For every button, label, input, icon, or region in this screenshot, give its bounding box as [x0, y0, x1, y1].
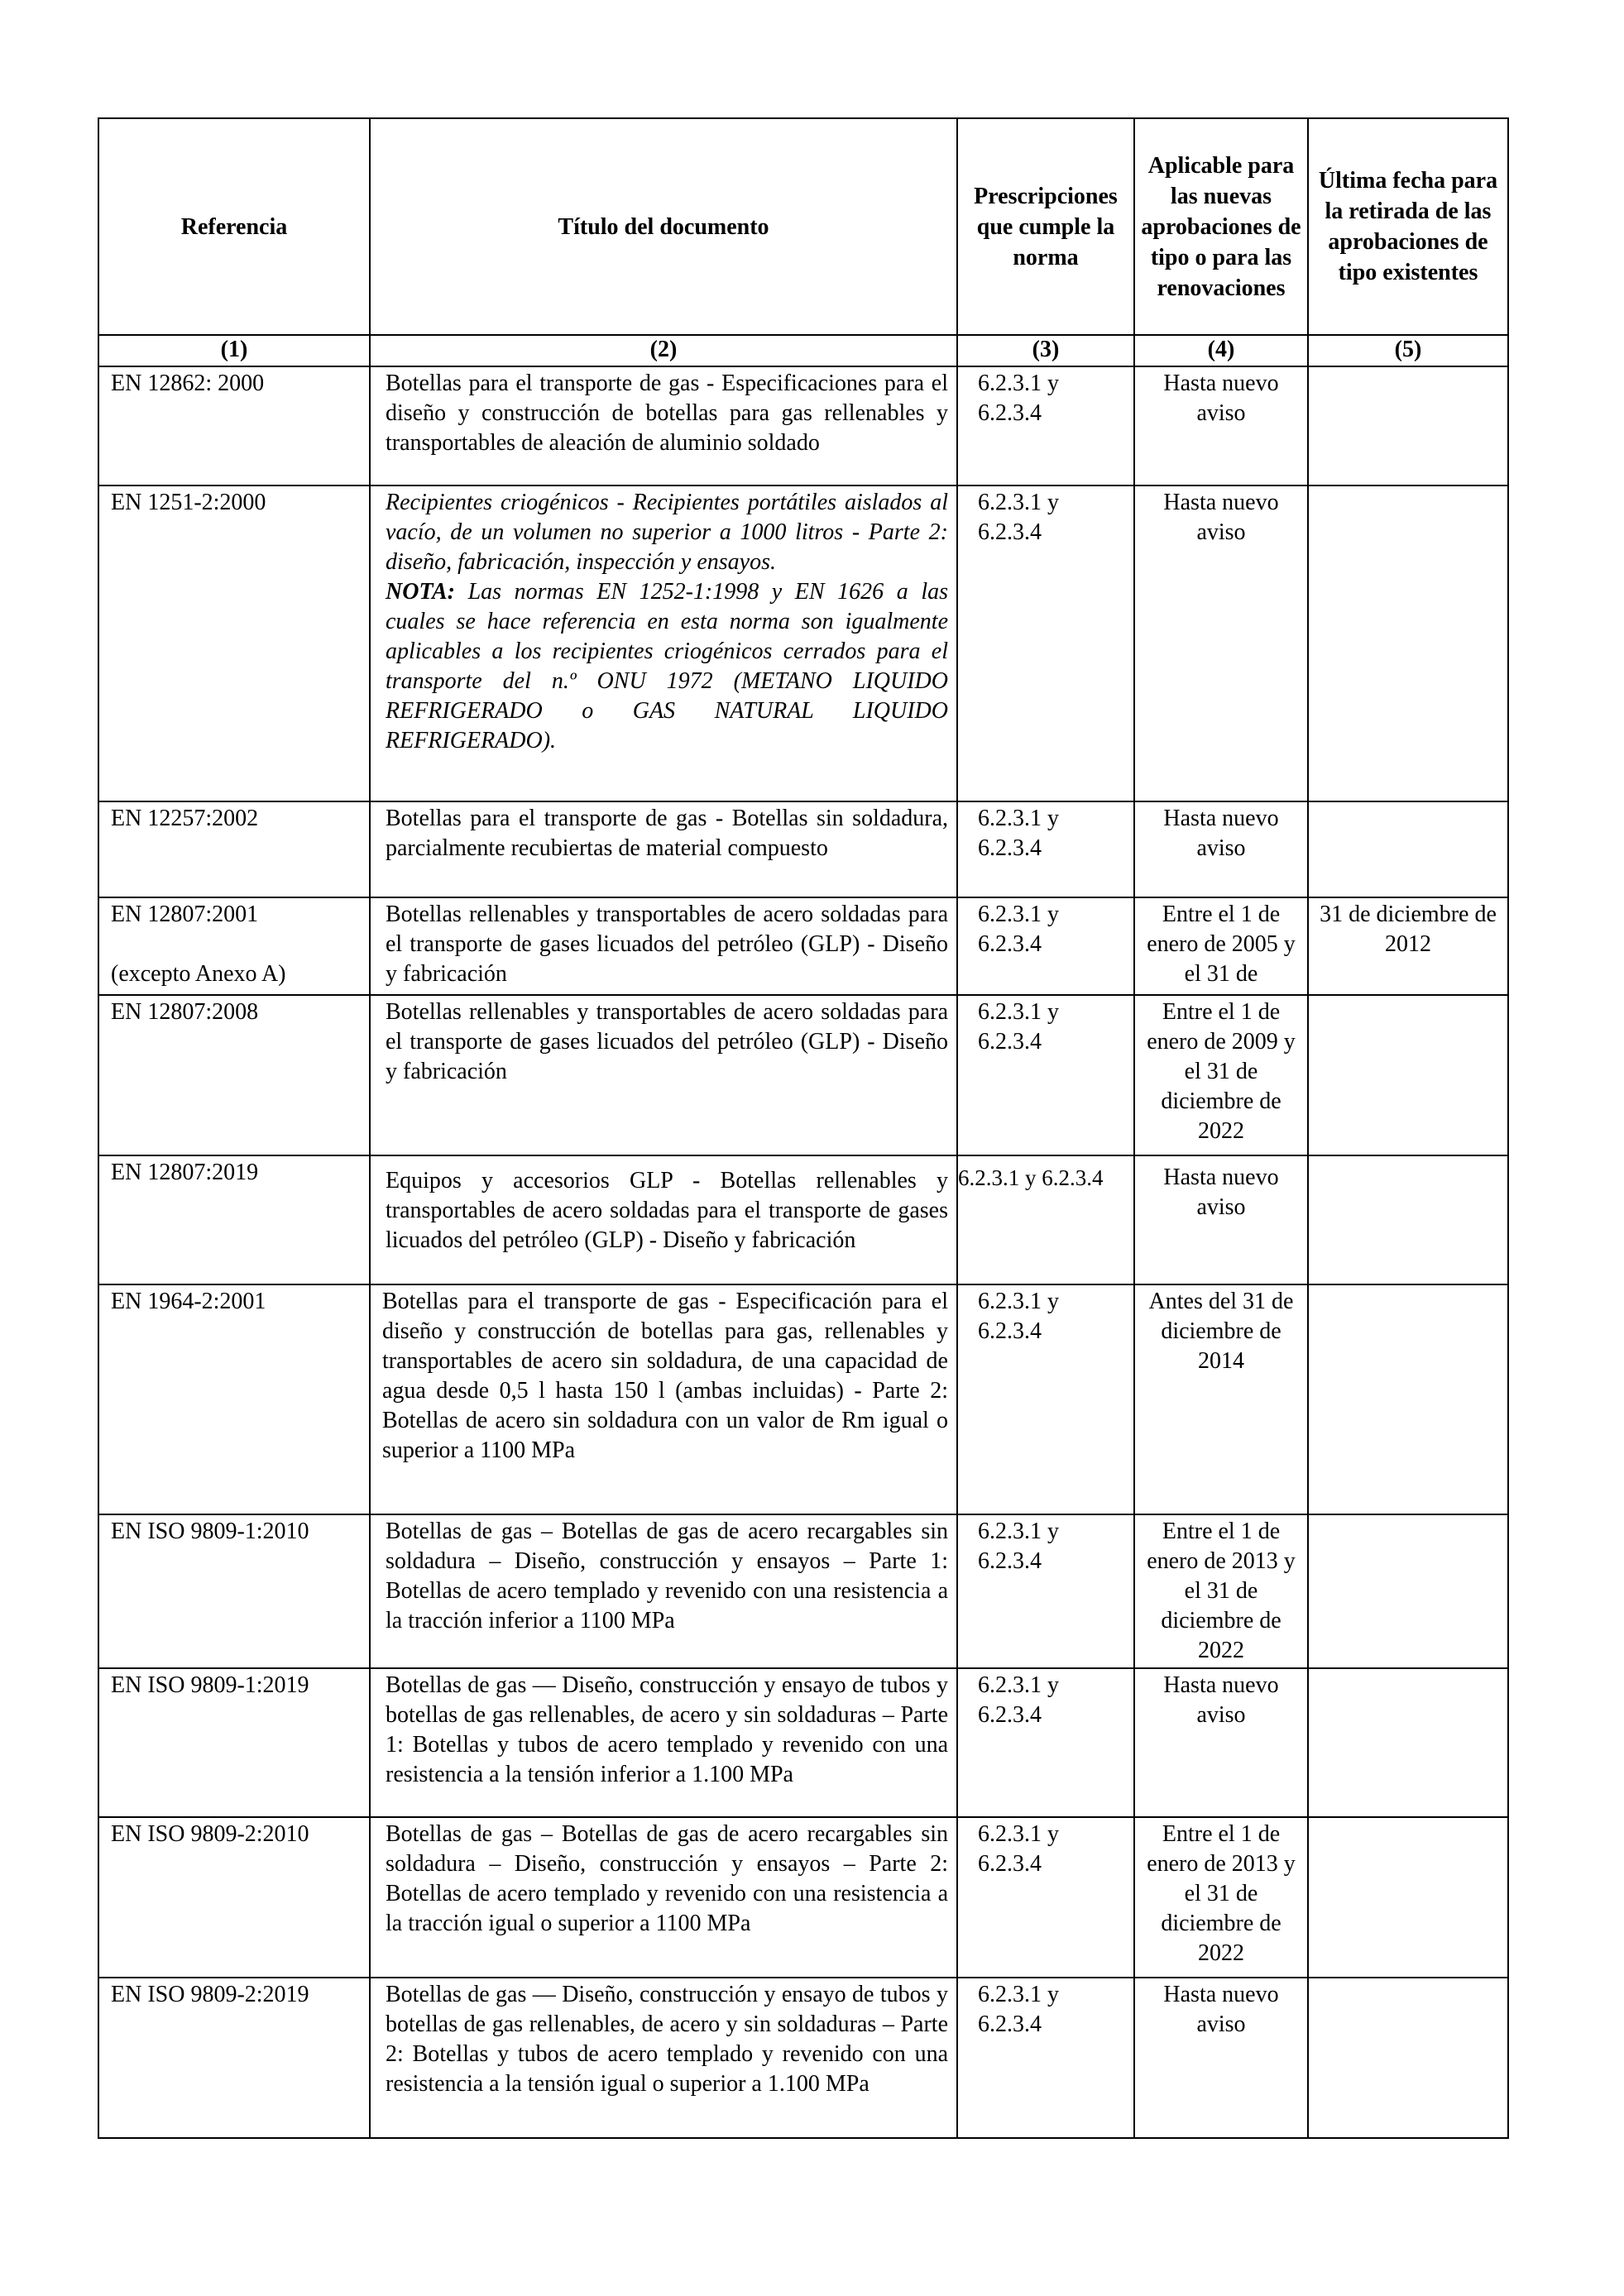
cell-retirada — [1308, 366, 1508, 486]
cell-prescripciones: 6.2.3.1 y 6.2.3.4 — [957, 801, 1134, 897]
cell-aplicable: Hasta nuevo aviso — [1134, 1978, 1308, 2138]
cell-aplicable — [1134, 897, 1308, 995]
cell-prescripciones: 6.2.3.1 y 6.2.3.4 — [957, 1817, 1134, 1978]
cell-prescripciones: 6.2.3.1 y 6.2.3.4 — [957, 486, 1134, 801]
note-label: NOTA: — [386, 579, 455, 605]
table-row — [98, 1514, 1508, 1668]
table-row — [98, 1155, 1508, 1284]
cell-referencia: EN 1964-2:2001 — [98, 1284, 370, 1514]
cell-prescripciones: 6.2.3.1 y 6.2.3.4 — [957, 897, 1134, 995]
cell-retirada — [1308, 1284, 1508, 1514]
column-number: (5) — [1308, 335, 1508, 366]
aplicable-text: Entre el 1 de enero de 2005 y el 31 de — [1147, 902, 1296, 987]
header-referencia: Referencia — [98, 118, 370, 335]
table-row — [98, 1284, 1508, 1514]
cell-aplicable: Hasta nuevo aviso — [1134, 486, 1308, 801]
cell-referencia: EN ISO 9809-2:2010 — [98, 1817, 370, 1978]
cell-referencia: EN 12807:2019 — [98, 1155, 370, 1284]
cell-referencia: EN 1251-2:2000 — [98, 486, 370, 801]
header-ultima-fecha: Última fecha para la retirada de las aprobaciones de tipo existentes — [1308, 118, 1508, 335]
cell-aplicable: Hasta nuevo aviso — [1134, 1668, 1308, 1817]
column-number-row — [98, 335, 1508, 366]
cell-titulo: Botellas de gas – Botellas de gas de acero recargables sin soldadura – Diseño, construcción y ensayos – Parte 1: Botellas de acero templado y revenido con una resistencia a la tracción inferior a 1100 MPa — [370, 1514, 957, 1668]
cell-prescripciones: 6.2.3.1 y 6.2.3.4 — [957, 995, 1134, 1155]
cell-referencia: EN 12257:2002 — [98, 801, 370, 897]
cell-referencia: EN ISO 9809-2:2019 — [98, 1978, 370, 2138]
cell-aplicable: Entre el 1 de enero de 2009 y el 31 de diciembre de 2022 — [1134, 995, 1308, 1155]
column-number: (2) — [370, 335, 957, 366]
cell-prescripciones: 6.2.3.1 y 6.2.3.4 — [957, 1668, 1134, 1817]
cell-retirada — [1308, 995, 1508, 1155]
cell-titulo: Botellas rellenables y transportables de acero soldadas para el transporte de gases licuados del petróleo (GLP) - Diseño y fabricación — [370, 995, 957, 1155]
table-row — [98, 1668, 1508, 1817]
cell-referencia — [98, 897, 370, 995]
cell-aplicable: Entre el 1 de enero de 2013 y el 31 de diciembre de 2022 — [1134, 1514, 1308, 1668]
header-row — [98, 118, 1508, 335]
cell-titulo: Botellas de gas – Botellas de gas de acero recargables sin soldadura – Diseño, construcción y ensayos – Parte 2: Botellas de acero templado y revenido con una resistencia a la tracción igual o superior a 1100 MPa — [370, 1817, 957, 1978]
column-number: (3) — [957, 335, 1134, 366]
cell-aplicable: Hasta nuevo aviso — [1134, 366, 1308, 486]
cell-titulo: Botellas de gas — Diseño, construcción y ensayo de tubos y botellas de gas rellenables, de acero y sin soldaduras – Parte 2: Botellas y tubos de acero templado y revenido con una resistencia a la tensión igual o superior a 1.100 MPa — [370, 1978, 957, 2138]
table-row — [98, 801, 1508, 897]
table-row — [98, 486, 1508, 801]
cell-prescripciones: 6.2.3.1 y 6.2.3.4 — [957, 1978, 1134, 2138]
cell-titulo: Botellas para el transporte de gas - Botellas sin soldadura, parcialmente recubiertas de material compuesto — [370, 801, 957, 897]
cell-retirada — [1308, 801, 1508, 897]
cell-aplicable: Hasta nuevo aviso — [1134, 1155, 1308, 1284]
header-titulo: Título del documento — [370, 118, 957, 335]
table-row — [98, 1978, 1508, 2138]
table-row — [98, 995, 1508, 1155]
cell-prescripciones: 6.2.3.1 y 6.2.3.4 — [957, 1514, 1134, 1668]
cell-aplicable: Antes del 31 de diciembre de 2014 — [1134, 1284, 1308, 1514]
column-number: (4) — [1134, 335, 1308, 366]
cell-titulo-text: Recipientes criogénicos - Recipientes portátiles aislados al vacío, de un volumen no superior a 1000 litros - Parte 2: diseño, fabricación, inspección y ensayos. — [386, 490, 948, 575]
ref-note: (excepto Anexo A) — [111, 961, 286, 987]
cell-retirada — [1308, 1155, 1508, 1284]
cell-referencia: EN ISO 9809-1:2010 — [98, 1514, 370, 1668]
cell-prescripciones: 6.2.3.1 y 6.2.3.4 — [957, 366, 1134, 486]
cell-retirada — [1308, 1978, 1508, 2138]
cell-prescripciones: 6.2.3.1 y 6.2.3.4 — [957, 1284, 1134, 1514]
table-row — [98, 366, 1508, 486]
cell-titulo: Botellas rellenables y transportables de acero soldadas para el transporte de gases licuados del petróleo (GLP) - Diseño y fabricación — [370, 897, 957, 995]
cell-titulo: Equipos y accesorios GLP - Botellas rellenables y transportables de acero soldadas para el transporte de gases licuados del petróleo (GLP) - Diseño y fabricación — [370, 1155, 957, 1284]
cell-retirada — [1308, 1817, 1508, 1978]
cell-retirada — [1308, 1514, 1508, 1668]
note-text: Las normas EN 1252-1:1998 y EN 1626 a las cuales se hace referencia en esta norma son igualmente aplicables a los recipientes criogénicos cerrados para el transporte del n.º ONU 1972 (METANO LIQUIDO REFRIGERADO o GAS NATURAL LIQUIDO REFRIGERADO). — [386, 579, 948, 753]
cell-aplicable: Hasta nuevo aviso — [1134, 801, 1308, 897]
cell-aplicable: Entre el 1 de enero de 2013 y el 31 de diciembre de 2022 — [1134, 1817, 1308, 1978]
cell-titulo — [370, 486, 957, 801]
ref-code: EN 12807:2001 — [111, 902, 259, 927]
cell-retirada: 31 de diciembre de 2012 — [1308, 897, 1508, 995]
cell-titulo: Botellas para el transporte de gas - Especificaciones para el diseño y construcción de botellas para gas rellenables y transportables de aleación de aluminio soldado — [370, 366, 957, 486]
cell-referencia: EN ISO 9809-1:2019 — [98, 1668, 370, 1817]
header-prescripciones: Prescripciones que cumple la norma — [957, 118, 1134, 335]
cell-prescripciones: 6.2.3.1 y 6.2.3.4 — [957, 1155, 1134, 1284]
cell-retirada — [1308, 1668, 1508, 1817]
cell-titulo: Botellas para el transporte de gas - Especificación para el diseño y construcción de botellas para gas, rellenables y transportables de acero sin soldadura, de una capacidad de agua desde 0,5 l hasta 150 l (ambas incluidas) - Parte 2: Botellas de acero sin soldadura con un valor de Rm igual o superior a 1100 MPa — [370, 1284, 957, 1514]
cell-referencia: EN 12807:2008 — [98, 995, 370, 1155]
column-number: (1) — [98, 335, 370, 366]
table-row — [98, 1817, 1508, 1978]
cell-referencia: EN 12862: 2000 — [98, 366, 370, 486]
standards-table — [98, 117, 1509, 2139]
header-aplicable: Aplicable para las nuevas aprobaciones de tipo o para las renovaciones — [1134, 118, 1308, 335]
table-row — [98, 897, 1508, 995]
cell-retirada — [1308, 486, 1508, 801]
cell-titulo: Botellas de gas — Diseño, construcción y ensayo de tubos y botellas de gas rellenables, de acero y sin soldaduras – Parte 1: Botellas y tubos de acero templado y revenido con una resistencia a la tensión inferior a 1.100 MPa — [370, 1668, 957, 1817]
